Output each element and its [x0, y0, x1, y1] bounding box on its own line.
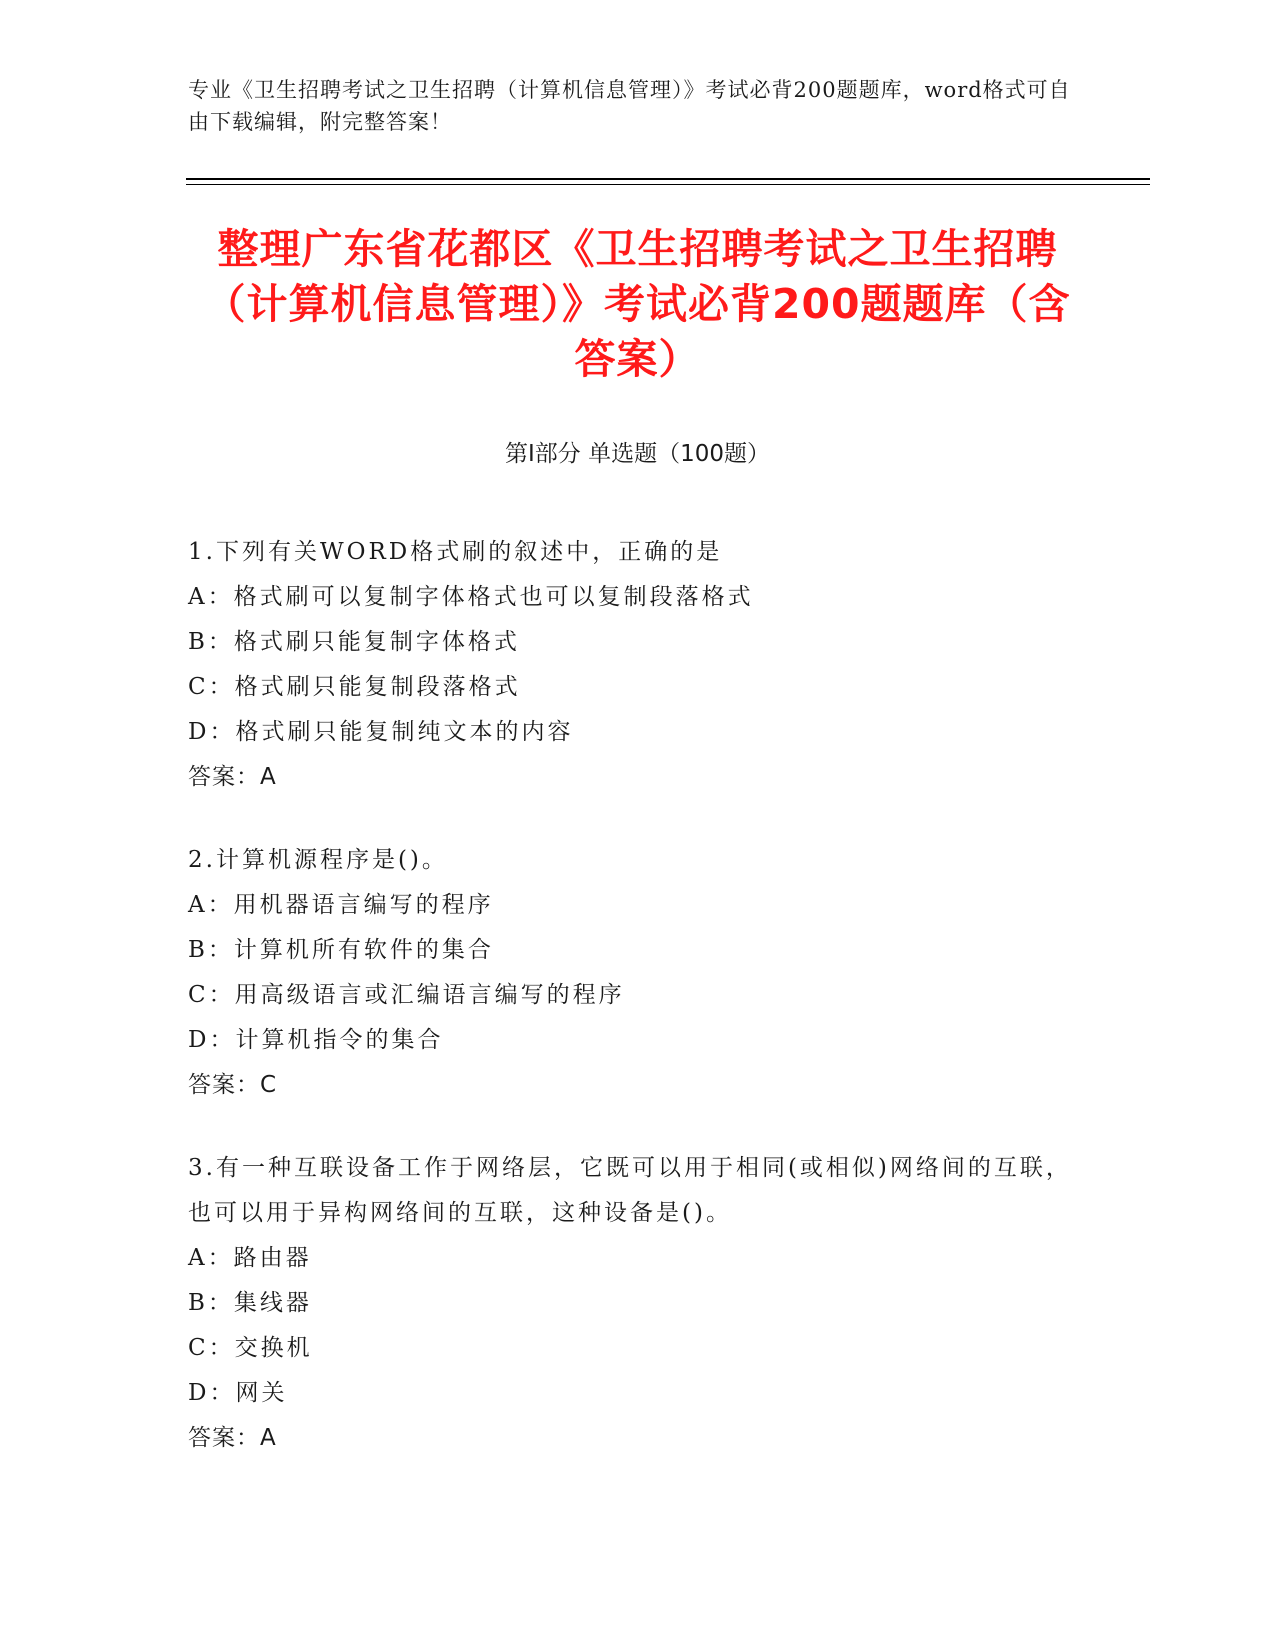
- option-b: B：计算机所有软件的集合: [188, 937, 494, 963]
- option-a: A：格式刷可以复制字体格式也可以复制段落格式: [188, 584, 754, 610]
- option-b: B：集线器: [188, 1290, 312, 1316]
- section-heading: 第Ⅰ部分 单选题（100题）: [505, 441, 770, 467]
- option-d: D：计算机指令的集合: [188, 1027, 444, 1053]
- question-item: [188, 530, 1088, 800]
- question-item: [188, 838, 1088, 1108]
- question-stem: 2.计算机源程序是()。: [188, 847, 448, 873]
- question-item: [188, 1146, 1088, 1461]
- answer-line: 答案：A: [188, 1425, 277, 1451]
- option-b: B：格式刷只能复制字体格式: [188, 629, 520, 655]
- option-c: C：交换机: [188, 1335, 313, 1361]
- document-title: 整理广东省花都区《卫生招聘考试之卫生招聘（计算机信息管理）》考试必背200题题库（含答案）: [204, 225, 1071, 383]
- option-c: C：格式刷只能复制段落格式: [188, 674, 521, 700]
- option-d: D：格式刷只能复制纯文本的内容: [188, 719, 574, 745]
- answer-line: 答案：A: [188, 764, 277, 790]
- answer-line: 答案：C: [188, 1072, 278, 1098]
- option-a: A：路由器: [188, 1245, 312, 1271]
- header-divider-thick: [186, 178, 1150, 180]
- question-stem: 1.下列有关WORD格式刷的叙述中，正确的是: [188, 539, 723, 565]
- option-a: A：用机器语言编写的程序: [188, 892, 494, 918]
- header-divider-thin: [186, 184, 1150, 185]
- option-c: C：用高级语言或汇编语言编写的程序: [188, 982, 625, 1008]
- option-d: D：网关: [188, 1380, 288, 1406]
- header-note: 专业《卫生招聘考试之卫生招聘（计算机信息管理）》考试必背200题题库，word格式可自由下载编辑，附完整答案！: [188, 78, 1071, 134]
- question-stem: 3.有一种互联设备工作于网络层，它既可以用于相同(或相似)网络间的互联，也可以用于异构网络间的互联，这种设备是()。: [188, 1155, 1072, 1226]
- question-list: [188, 530, 1088, 1499]
